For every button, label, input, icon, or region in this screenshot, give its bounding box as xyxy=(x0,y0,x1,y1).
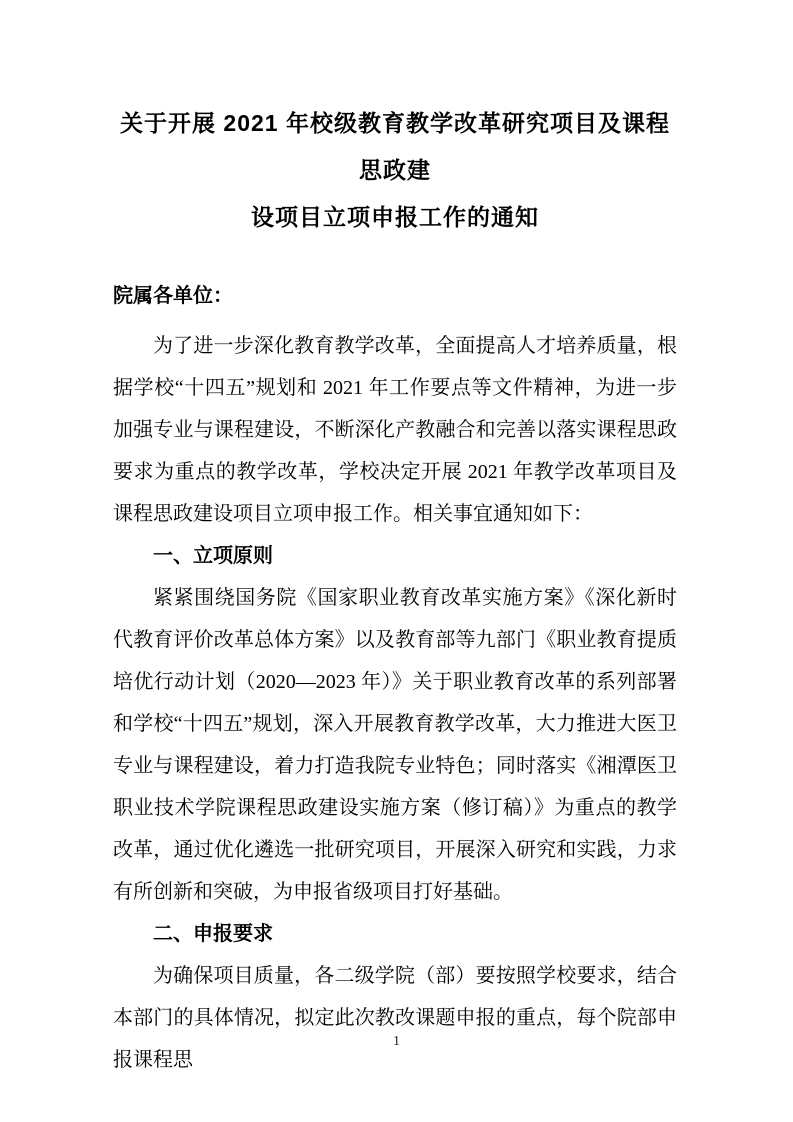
section-1-body: 紧紧围绕国务院《国家职业教育改革实施方案》《深化新时代教育评价改革总体方案》以及教育部等九部门《职业教育提质培优行动计划（2020—2023 年）》关于职业教育改革的系列部署和学校“十四五”规划，深入开展教育教学改革，大力推进大医卫专业与课程建设，着力打造我院专业特色；同时落实《湘潭医卫职业技术学院课程思政建设实施方案（修订稿）》为重点的教学改革，通过优化遴选一批研究项目，开展深入研究和实践，力求有所创新和突破，为申报省级项目打好基础。 xyxy=(113,587,677,903)
intro-paragraph: 为了进一步深化教育教学改革，全面提高人才培养质量，根据学校“十四五”规划和 2021 年工作要点等文件精神，为进一步加强专业与课程建设，不断深化产教融合和完善以落实课程思政要求为重点的教学改革，学校决定开展 2021 年教学改革项目及课程思政建设项目立项申报工作。相关事宜通知如下： xyxy=(113,335,677,525)
document-title-line1: 关于开展 2021 年校级教育教学改革研究项目及课程思政建 xyxy=(120,110,670,183)
document-content xyxy=(113,100,677,1081)
page-number: 1 xyxy=(393,1034,400,1049)
salutation: 院属各单位： xyxy=(113,285,233,307)
document-title-line2: 设项目立项申报工作的通知 xyxy=(251,204,539,230)
section-2-heading: 二、申报要求 xyxy=(153,923,273,945)
section-2-body: 为确保项目质量，各二级学院（部）要按照学校要求，结合本部门的具体情况，拟定此次教改课题申报的重点，每个院部申报课程思 xyxy=(113,965,677,1071)
section-1-heading: 一、立项原则 xyxy=(153,545,273,567)
document-title xyxy=(113,100,677,241)
